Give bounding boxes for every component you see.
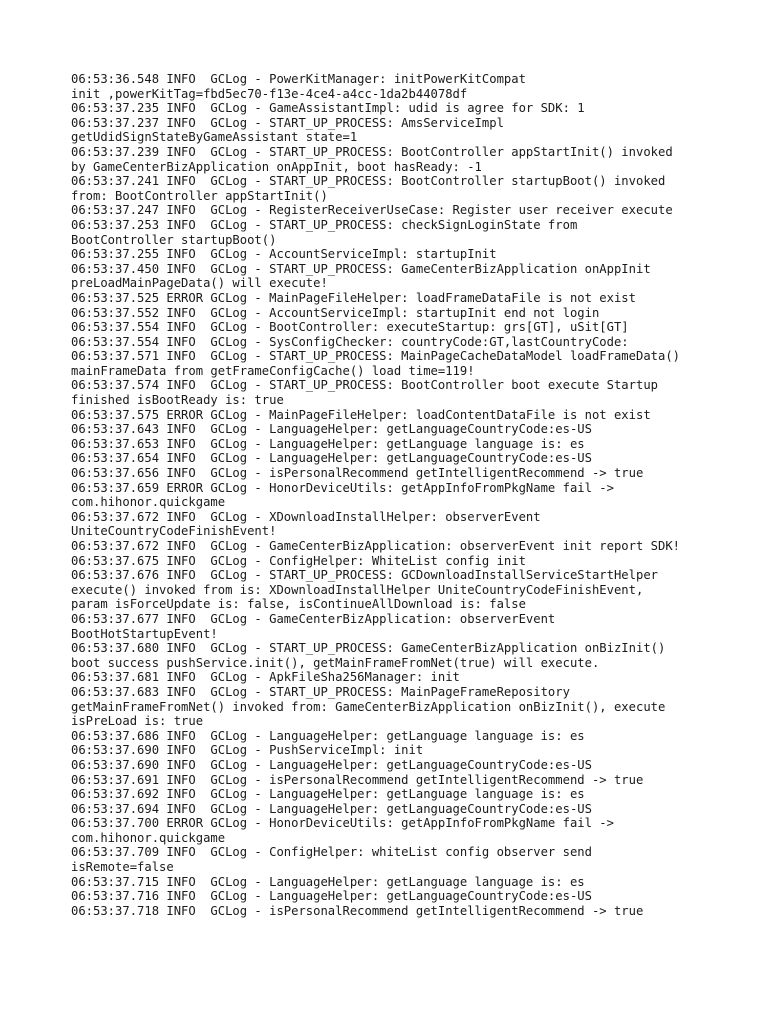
log-line: 06:53:37.675 INFO GCLog - ConfigHelper: WhiteList config init <box>71 553 526 568</box>
log-line: execute() invoked from is: XDownloadInstallHelper UniteCountryCodeFinishEvent, <box>71 582 644 597</box>
log-line: 06:53:37.654 INFO GCLog - LanguageHelper: getLanguageCountryCode:es-US <box>71 451 592 466</box>
log-line: 06:53:37.574 INFO GCLog - START_UP_PROCESS: BootController boot execute Startup <box>71 378 658 393</box>
log-line: 06:53:37.709 INFO GCLog - ConfigHelper: whiteList config observer send <box>71 845 592 860</box>
log-line: 06:53:37.656 INFO GCLog - isPersonalRecommend getIntelligentRecommend -> true <box>71 466 644 481</box>
log-line: isRemote=false <box>71 860 174 875</box>
log-line: 06:53:37.681 INFO GCLog - ApkFileSha256Manager: init <box>71 670 460 685</box>
log-line: 06:53:37.718 INFO GCLog - isPersonalRecommend getIntelligentRecommend -> true <box>71 903 644 918</box>
log-line: 06:53:37.247 INFO GCLog - RegisterReceiverUseCase: Register user receiver execute <box>71 203 673 218</box>
log-line: 06:53:37.690 INFO GCLog - LanguageHelper: getLanguageCountryCode:es-US <box>71 757 592 772</box>
log-line: 06:53:37.554 INFO GCLog - SysConfigChecker: countryCode:GT,lastCountryCode: <box>71 334 629 349</box>
log-line: 06:53:37.643 INFO GCLog - LanguageHelper: getLanguageCountryCode:es-US <box>71 422 592 437</box>
log-line: 06:53:37.253 INFO GCLog - START_UP_PROCESS: checkSignLoginState from <box>71 217 578 232</box>
log-line: 06:53:37.672 INFO GCLog - GameCenterBizApplication: observerEvent init report SDK! <box>71 539 681 553</box>
log-line: 06:53:37.715 INFO GCLog - LanguageHelper: getLanguage language is: es <box>71 874 585 889</box>
log-line: 06:53:37.683 INFO GCLog - START_UP_PROCESS: MainPageFrameRepository <box>71 684 570 699</box>
log-line: 06:53:37.692 INFO GCLog - LanguageHelper: getLanguage language is: es <box>71 787 585 802</box>
log-line: boot success pushService.init(), getMainFrameFromNet(true) will execute. <box>71 655 600 670</box>
log-line: com.hihonor.quickgame <box>71 495 226 510</box>
log-line: UniteCountryCodeFinishEvent! <box>71 524 277 539</box>
log-line: 06:53:37.241 INFO GCLog - START_UP_PROCESS: BootController startupBoot() invoked <box>71 174 666 189</box>
log-line: finished isBootReady is: true <box>71 393 284 408</box>
log-line: 06:53:37.700 ERROR GCLog - HonorDeviceUtils: getAppInfoFromPkgName fail -> <box>71 816 614 831</box>
log-line: 06:53:37.694 INFO GCLog - LanguageHelper: getLanguageCountryCode:es-US <box>71 801 592 816</box>
log-line: 06:53:37.571 INFO GCLog - START_UP_PROCESS: MainPageCacheDataModel loadFrameData() <box>71 349 681 364</box>
log-line: 06:53:37.676 INFO GCLog - START_UP_PROCESS: GCDownloadInstallServiceStartHelper <box>71 568 658 583</box>
log-line: 06:53:37.255 INFO GCLog - AccountServiceImpl: startupInit <box>71 247 497 262</box>
log-line: getMainFrameFromNet() invoked from: GameCenterBizApplication onBizInit(), execute <box>71 699 666 714</box>
log-line: 06:53:37.691 INFO GCLog - isPersonalRecommend getIntelligentRecommend -> true <box>71 772 644 787</box>
log-line: BootController startupBoot() <box>71 232 277 247</box>
log-line: 06:53:37.525 ERROR GCLog - MainPageFileHelper: loadFrameDataFile is not exist <box>71 290 636 305</box>
log-line: 06:53:37.554 INFO GCLog - BootController: executeStartup: grs[GT], uSit[GT] <box>71 320 629 335</box>
log-line: isPreLoad is: true <box>71 714 204 729</box>
log-line: getUdidSignStateByGameAssistant state=1 <box>71 130 358 145</box>
log-line: 06:53:37.450 INFO GCLog - START_UP_PROCESS: GameCenterBizApplication onAppInit <box>71 261 651 276</box>
log-line: 06:53:37.677 INFO GCLog - GameCenterBizApplication: observerEvent <box>71 611 556 626</box>
log-line: mainFrameData from getFrameConfigCache() load time=119! <box>71 363 475 378</box>
log-line: by GameCenterBizApplication onAppInit, boot hasReady: -1 <box>71 159 482 174</box>
log-line: 06:53:37.659 ERROR GCLog - HonorDeviceUtils: getAppInfoFromPkgName fail -> <box>71 480 614 495</box>
log-line: 06:53:37.672 INFO GCLog - XDownloadInstallHelper: observerEvent <box>71 509 541 524</box>
log-line: preLoadMainPageData() will execute! <box>71 276 328 291</box>
log-document <box>71 72 731 918</box>
log-line: 06:53:37.680 INFO GCLog - START_UP_PROCESS: GameCenterBizApplication onBizInit() <box>71 641 666 656</box>
log-line: BootHotStartupEvent! <box>71 626 218 641</box>
log-line: 06:53:37.575 ERROR GCLog - MainPageFileHelper: loadContentDataFile is not exist <box>71 407 651 422</box>
log-line: init ,powerKitTag=fbd5ec70-f13e-4ce4-a4cc-1da2b44078df <box>71 86 468 101</box>
log-line: 06:53:37.716 INFO GCLog - LanguageHelper: getLanguageCountryCode:es-US <box>71 889 592 904</box>
log-line: 06:53:37.686 INFO GCLog - LanguageHelper: getLanguage language is: es <box>71 728 585 743</box>
log-line: from: BootController appStartInit() <box>71 188 328 203</box>
log-line: param isForceUpdate is: false, isContinueAllDownload is: false <box>71 597 526 612</box>
log-line: 06:53:37.690 INFO GCLog - PushServiceImpl: init <box>71 743 424 758</box>
log-line: 06:53:37.653 INFO GCLog - LanguageHelper: getLanguage language is: es <box>71 436 585 451</box>
log-line: com.hihonor.quickgame <box>71 830 226 845</box>
log-line: 06:53:36.548 INFO GCLog - PowerKitManager: initPowerKitCompat <box>71 72 526 86</box>
log-line: 06:53:37.239 INFO GCLog - START_UP_PROCESS: BootController appStartInit() invoked <box>71 144 673 159</box>
log-line: 06:53:37.237 INFO GCLog - START_UP_PROCESS: AmsServiceImpl <box>71 115 504 130</box>
log-line: 06:53:37.552 INFO GCLog - AccountServiceImpl: startupInit end not login <box>71 305 600 320</box>
log-line: 06:53:37.235 INFO GCLog - GameAssistantImpl: udid is agree for SDK: 1 <box>71 101 585 116</box>
